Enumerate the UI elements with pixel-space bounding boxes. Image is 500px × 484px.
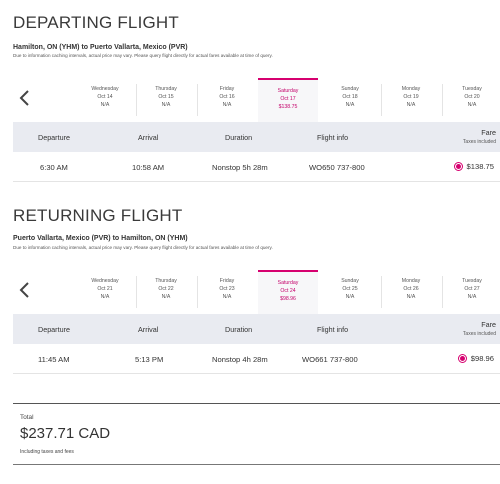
flight-departure-time: 6:30 AM — [40, 163, 68, 172]
flight-arrival-time: 10:58 AM — [132, 163, 165, 172]
date-option-thu[interactable] — [136, 270, 196, 314]
day-weekday: Monday — [401, 86, 421, 92]
departing-route: Hamilton, ON (YHM) to Puerto Vallarta, Mexico (PVR) — [13, 44, 188, 51]
day-price: N/A — [467, 102, 477, 108]
day-price: N/A — [345, 294, 355, 300]
day-date: Oct 24 — [280, 288, 296, 294]
col-flight-info: Flight info — [317, 325, 349, 334]
col-duration: Duration — [225, 133, 253, 142]
day-price: N/A — [161, 294, 171, 300]
returning-route: Puerto Vallarta, Mexico (PVR) to Hamilton, ON (YHM) — [13, 235, 188, 242]
flight-duration: Nonstop 5h 28m — [212, 163, 268, 172]
date-option-fri[interactable] — [197, 270, 257, 314]
day-date: Oct 18 — [342, 94, 358, 100]
departing-flight-row[interactable] — [13, 152, 500, 182]
day-weekday: Monday — [401, 278, 421, 284]
day-price: N/A — [406, 294, 416, 300]
day-price: N/A — [161, 102, 171, 108]
day-weekday: Friday — [219, 278, 235, 284]
col-fare — [463, 128, 496, 145]
date-option-wed[interactable] — [75, 270, 135, 314]
day-date: Oct 15 — [158, 94, 174, 100]
day-price: N/A — [467, 294, 477, 300]
date-option-sun[interactable] — [320, 78, 380, 122]
flight-info: WO650 737-800 — [309, 163, 365, 172]
fare-price-value: $98.96 — [470, 354, 494, 363]
total-panel — [13, 403, 500, 465]
day-date: Oct 14 — [97, 94, 113, 100]
prev-dates-button[interactable] — [17, 280, 33, 300]
day-weekday: Thursday — [155, 86, 177, 92]
day-price: N/A — [222, 102, 232, 108]
date-option-sat-selected[interactable] — [258, 270, 318, 314]
returning-note: Due to information caching intervals, actual price may vary. Please query flight directly for actual fares available at time of query. — [13, 245, 273, 250]
day-price: N/A — [345, 102, 355, 108]
col-departure: Departure — [38, 325, 70, 334]
prev-dates-button[interactable] — [17, 88, 33, 108]
day-date: Oct 17 — [280, 96, 296, 102]
day-weekday: Sunday — [341, 278, 359, 284]
departing-date-strip — [13, 78, 500, 122]
day-price: N/A — [100, 102, 110, 108]
date-option-mon[interactable] — [381, 270, 441, 314]
day-weekday: Tuesday — [462, 86, 482, 92]
flight-arrival-time: 5:13 PM — [135, 355, 164, 364]
day-date: Oct 22 — [158, 286, 174, 292]
col-fare — [463, 320, 496, 337]
fare-label: Fare — [481, 128, 496, 137]
flight-departure-time: 11:45 AM — [38, 355, 70, 364]
date-option-sat-selected[interactable] — [258, 78, 318, 122]
date-option-mon[interactable] — [381, 78, 441, 122]
day-weekday: Sunday — [341, 86, 359, 92]
col-arrival: Arrival — [138, 133, 159, 142]
fare-label: Fare — [481, 320, 496, 329]
total-note: Including taxes and fees — [20, 449, 74, 455]
date-option-tue[interactable] — [442, 270, 500, 314]
returning-title: RETURNING FLIGHT — [13, 206, 183, 225]
day-weekday: Saturday — [277, 280, 299, 286]
flight-duration: Nonstop 4h 28m — [212, 355, 268, 364]
fare-sub-label: Taxes included — [462, 331, 496, 337]
day-price: $98.96 — [280, 296, 296, 302]
day-date: Oct 27 — [464, 286, 480, 292]
departing-note: Due to information caching intervals, actual price may vary. Please query flight directly for actual fares available at time of query. — [13, 53, 273, 58]
day-weekday: Wednesday — [91, 86, 119, 92]
fare-sub-label: Taxes included — [462, 139, 496, 145]
chevron-left-icon — [17, 88, 33, 108]
date-option-tue[interactable] — [442, 78, 500, 122]
total-label: Total — [20, 414, 34, 421]
date-option-thu[interactable] — [136, 78, 196, 122]
radio-selected-icon[interactable] — [458, 354, 467, 363]
day-weekday: Saturday — [277, 88, 299, 94]
flight-info: WO661 737-800 — [302, 355, 358, 364]
col-arrival: Arrival — [138, 325, 159, 334]
day-price: $138.75 — [278, 104, 298, 110]
col-duration: Duration — [225, 325, 253, 334]
day-weekday: Thursday — [155, 278, 177, 284]
fare-price[interactable] — [454, 162, 494, 171]
day-weekday: Friday — [219, 86, 235, 92]
day-date: Oct 16 — [219, 94, 235, 100]
departing-title: DEPARTING FLIGHT — [13, 13, 179, 32]
returning-date-strip — [13, 270, 500, 314]
date-option-fri[interactable] — [197, 78, 257, 122]
fare-price[interactable] — [458, 354, 494, 363]
returning-flight-row[interactable] — [13, 344, 500, 374]
day-price: N/A — [222, 294, 232, 300]
col-flight-info: Flight info — [317, 133, 349, 142]
day-date: Oct 25 — [342, 286, 358, 292]
chevron-left-icon — [17, 280, 33, 300]
date-option-wed[interactable] — [75, 78, 135, 122]
total-amount: $237.71 CAD — [20, 425, 111, 442]
fare-price-value: $138.75 — [466, 162, 494, 171]
col-departure: Departure — [38, 133, 70, 142]
day-weekday: Wednesday — [91, 278, 119, 284]
day-weekday: Tuesday — [462, 278, 482, 284]
returning-table-header — [13, 314, 500, 344]
day-date: Oct 20 — [464, 94, 480, 100]
day-date: Oct 21 — [97, 286, 113, 292]
departing-table-header — [13, 122, 500, 152]
day-price: N/A — [100, 294, 110, 300]
date-option-sun[interactable] — [320, 270, 380, 314]
day-date: Oct 19 — [403, 94, 419, 100]
radio-selected-icon[interactable] — [454, 162, 463, 171]
day-date: Oct 23 — [219, 286, 235, 292]
day-date: Oct 26 — [403, 286, 419, 292]
day-price: N/A — [406, 102, 416, 108]
